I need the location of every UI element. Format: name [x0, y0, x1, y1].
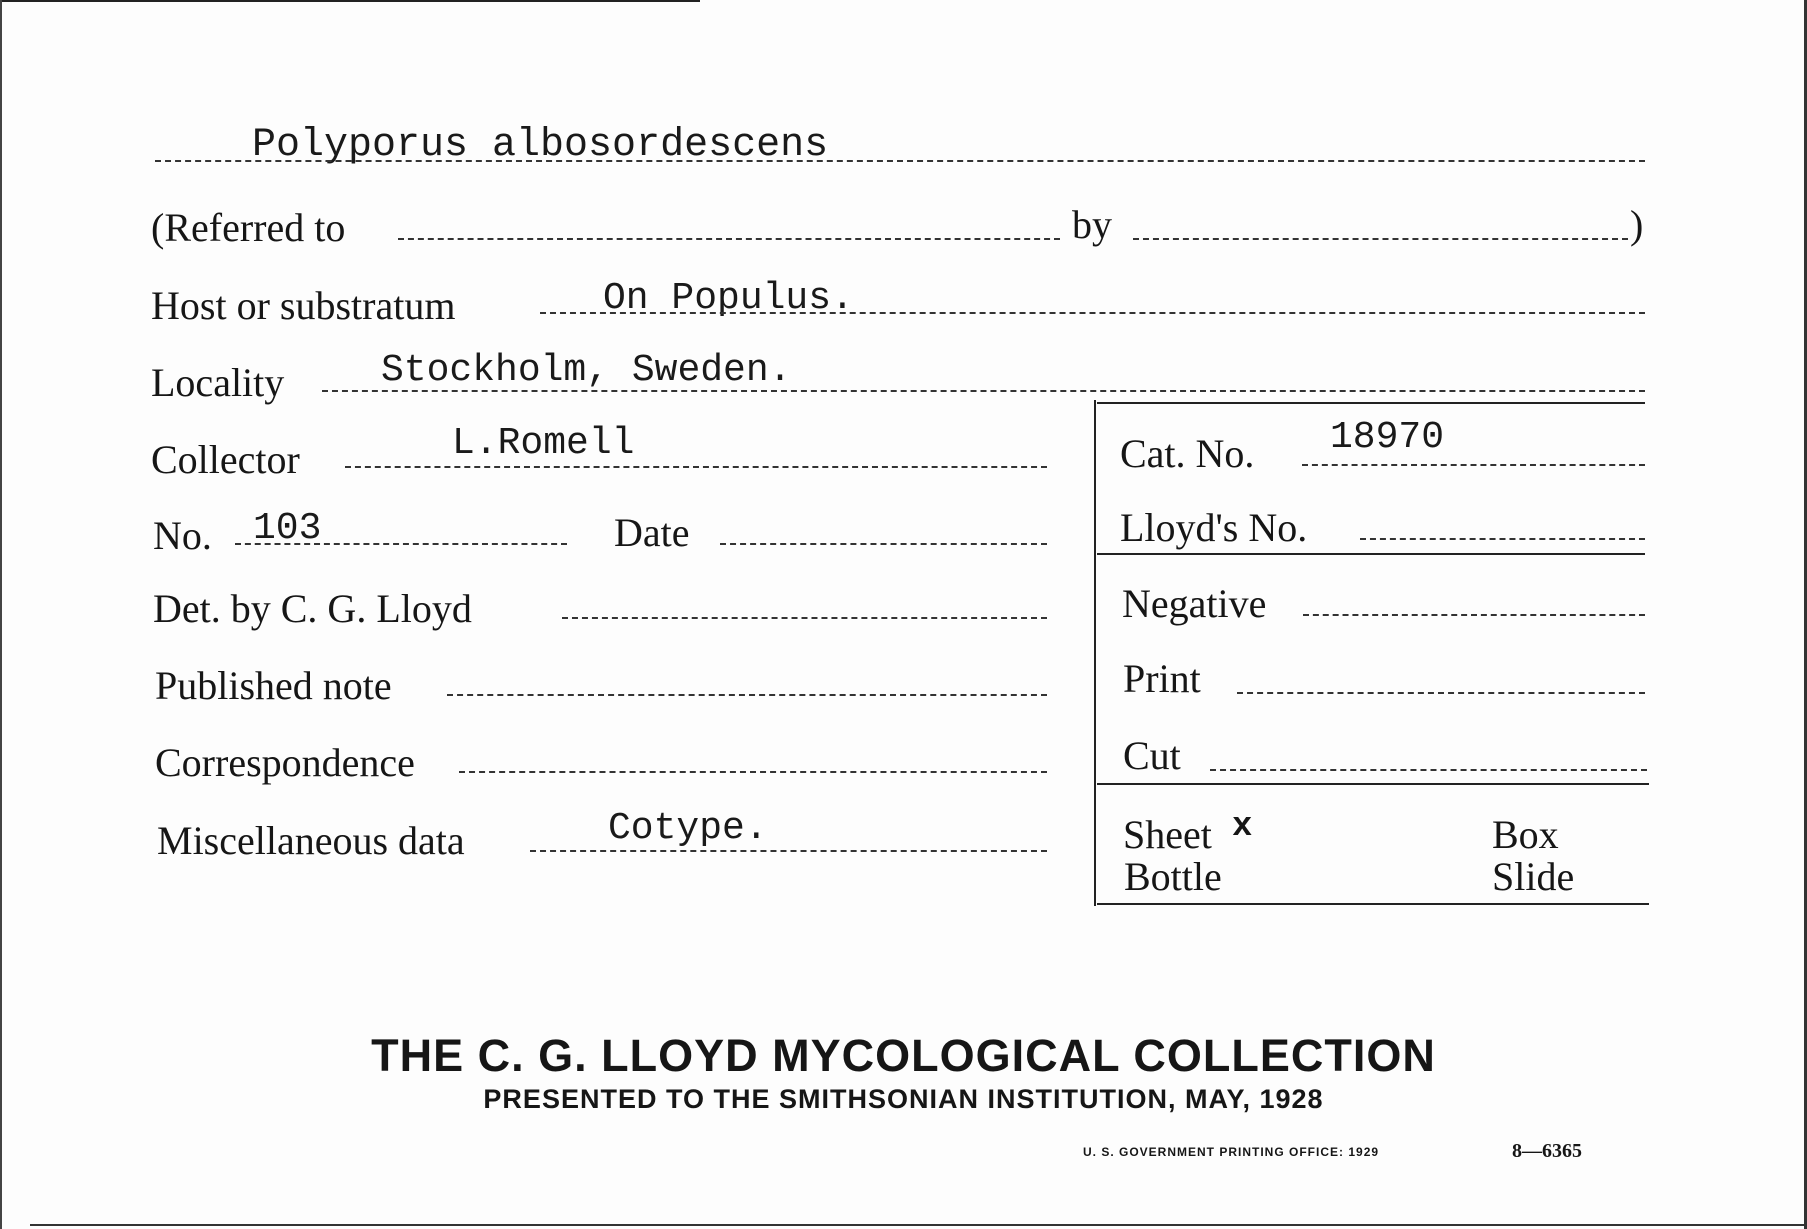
det-by-line	[562, 617, 1047, 619]
catalog-box-bottom	[1097, 903, 1649, 905]
misc-data-label: Miscellaneous data	[157, 818, 465, 863]
no-line	[235, 543, 567, 545]
catalog-divider-1	[1097, 553, 1645, 555]
species-name: Polyporus albosordescens	[252, 123, 829, 168]
print-label: Print	[1123, 656, 1201, 701]
collection-subtitle: PRESENTED TO THE SMITHSONIAN INSTITUTION, MAY, 1928	[483, 1084, 1324, 1114]
collection-title: THE C. G. LLOYD MYCOLOGICAL COLLECTION	[371, 1030, 1436, 1081]
box-label: Box	[1492, 812, 1559, 857]
by-line	[1133, 238, 1628, 240]
species-line	[155, 160, 1645, 162]
referred-to-line	[398, 238, 1060, 240]
locality-label: Locality	[151, 360, 285, 405]
published-note-label: Published note	[155, 663, 392, 708]
print-line	[1237, 692, 1645, 694]
det-by-label: Det. by C. G. Lloyd	[153, 586, 472, 631]
correspondence-label: Correspondence	[155, 740, 415, 785]
collector-value: L.Romell	[452, 422, 635, 465]
host-label: Host or substratum	[151, 283, 456, 328]
cut-line	[1210, 769, 1647, 771]
form-number: 8—6365	[1512, 1140, 1582, 1162]
date-line	[720, 543, 1047, 545]
negative-line	[1303, 614, 1645, 616]
no-value: 103	[253, 507, 322, 550]
locality-line	[322, 390, 1645, 392]
referred-to-label: (Referred to	[151, 205, 346, 250]
sheet-check-mark: x	[1232, 808, 1253, 846]
cat-no-line	[1302, 464, 1645, 466]
catalog-divider-2	[1097, 783, 1649, 785]
lloyds-no-label: Lloyd's No.	[1120, 505, 1308, 550]
card-border-top	[0, 0, 700, 2]
cat-no-label: Cat. No.	[1120, 431, 1255, 476]
slide-label: Slide	[1492, 854, 1575, 899]
host-line	[540, 312, 1645, 314]
collector-label: Collector	[151, 437, 300, 482]
locality-value: Stockholm, Sweden.	[381, 349, 792, 392]
bottle-label: Bottle	[1124, 854, 1222, 899]
misc-data-line	[530, 850, 1047, 852]
date-label: Date	[614, 510, 690, 555]
lloyds-no-line	[1360, 538, 1645, 540]
no-label: No.	[153, 513, 212, 558]
catalog-box-top	[1097, 402, 1645, 404]
sheet-label: Sheet	[1123, 812, 1212, 857]
host-value: On Populus.	[603, 277, 854, 320]
cut-label: Cut	[1123, 733, 1181, 778]
misc-data-value: Cotype.	[608, 807, 768, 850]
collector-line	[345, 466, 1047, 468]
close-paren: )	[1630, 202, 1644, 247]
card-border-bottom	[30, 1224, 1807, 1226]
catalog-box-left	[1094, 400, 1096, 906]
by-label: by	[1072, 202, 1112, 247]
cat-no-value: 18970	[1330, 416, 1445, 459]
published-note-line	[447, 694, 1047, 696]
negative-label: Negative	[1122, 581, 1267, 626]
correspondence-line	[459, 771, 1047, 773]
printing-office-note: U. S. GOVERNMENT PRINTING OFFICE: 1929	[1083, 1145, 1380, 1159]
